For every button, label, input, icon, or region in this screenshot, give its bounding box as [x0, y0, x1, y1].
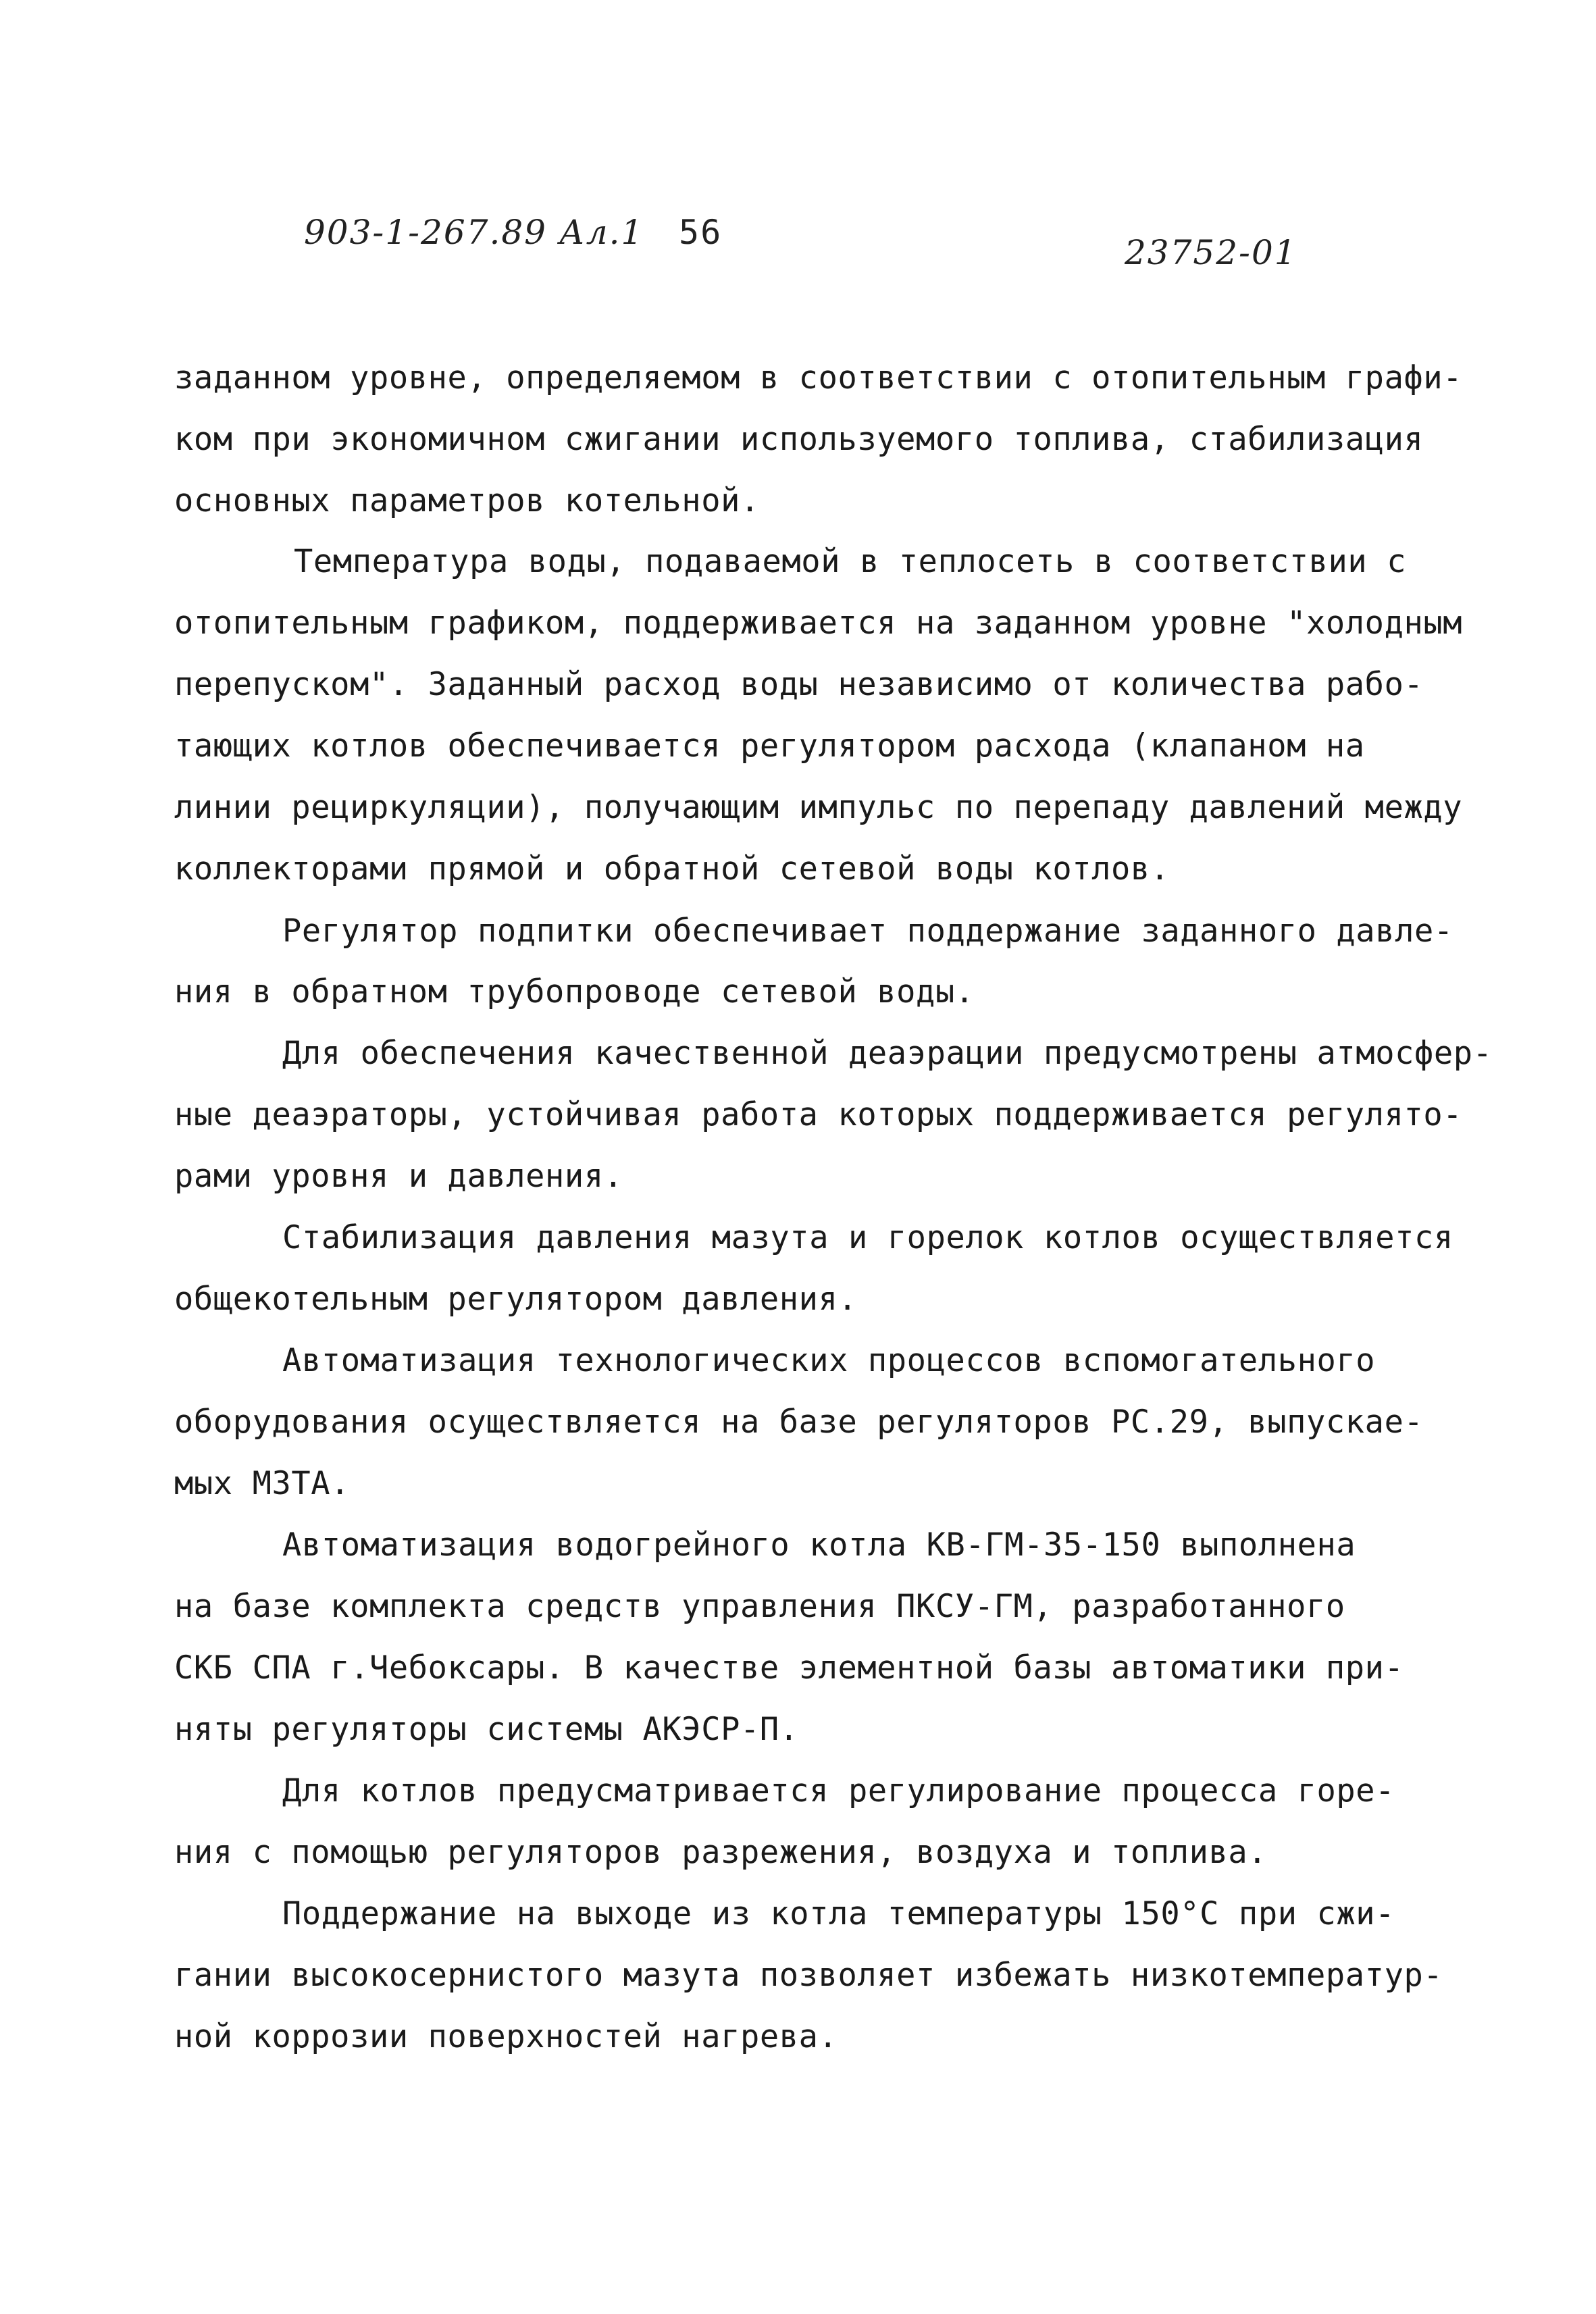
- text-line: Для обеспечения качественной деаэрации предусмотрены атмосфер-: [282, 1035, 1493, 1072]
- text-line: общекотельным регулятором давления.: [174, 1281, 858, 1318]
- text-line: рами уровня и давления.: [174, 1158, 623, 1195]
- text-line: ной коррозии поверхностей нагрева.: [174, 2018, 838, 2055]
- handwritten-doc-code: 903-1-267.89 Ал.1: [304, 213, 644, 252]
- text-line: на базе комплекта средств управления ПКСУ-ГМ, разработанного: [174, 1588, 1345, 1625]
- text-line: гании высокосернистого мазута позволяет избежать низкотемператур-: [174, 1957, 1443, 1994]
- text-line: отопительным графиком, поддерживается на заданном уровне "холодным: [174, 605, 1463, 642]
- text-line: СКБ СПА г.Чебоксары. В качестве элементной базы автоматики при-: [174, 1649, 1404, 1687]
- text-line: Регулятор подпитки обеспечивает поддержание заданного давле-: [282, 912, 1453, 950]
- text-line: ния с помощью регуляторов разрежения, воздуха и топлива.: [174, 1834, 1268, 1871]
- text-line: няты регуляторы системы АКЭСР-П.: [174, 1711, 799, 1748]
- text-line: тающих котлов обеспечивается регулятором расхода (клапаном на: [174, 727, 1365, 765]
- text-line: ные деаэраторы, устойчивая работа которых поддерживается регулято-: [174, 1096, 1463, 1133]
- handwritten-page-number: 56: [679, 213, 723, 252]
- text-line: оборудования осуществляется на базе регуляторов РС.29, выпускае-: [174, 1404, 1424, 1441]
- text-line: перепуском". Заданный расход воды независимо от количества рабо-: [174, 666, 1424, 703]
- text-line: ком при экономичном сжигании используемого топлива, стабилизация: [174, 421, 1424, 458]
- text-line: основных параметров котельной.: [174, 482, 760, 519]
- text-line: Поддержание на выходе из котла температуры 150°С при сжи-: [282, 1895, 1395, 1932]
- text-line: Температура воды, подаваемой в теплосеть в соответствии с: [294, 543, 1407, 580]
- text-line: Для котлов предусматривается регулирование процесса горе-: [282, 1772, 1395, 1809]
- handwritten-inventory-number: 23752-01: [1125, 233, 1297, 272]
- text-line: ния в обратном трубопроводе сетевой воды.: [174, 973, 975, 1010]
- text-line: Автоматизация водогрейного котла КВ-ГМ-35-150 выполнена: [282, 1526, 1356, 1564]
- text-line: коллекторами прямой и обратной сетевой воды котлов.: [174, 850, 1170, 888]
- text-line: Автоматизация технологических процессов вспомогательного: [282, 1342, 1376, 1379]
- text-line: Стабилизация давления мазута и горелок котлов осуществляется: [282, 1219, 1453, 1256]
- text-line: линии рециркуляции), получающим импульс по перепаду давлений между: [174, 789, 1463, 826]
- text-line: заданном уровне, определяемом в соответствии с отопительным графи-: [174, 359, 1463, 396]
- text-line: мых МЗТА.: [174, 1465, 351, 1502]
